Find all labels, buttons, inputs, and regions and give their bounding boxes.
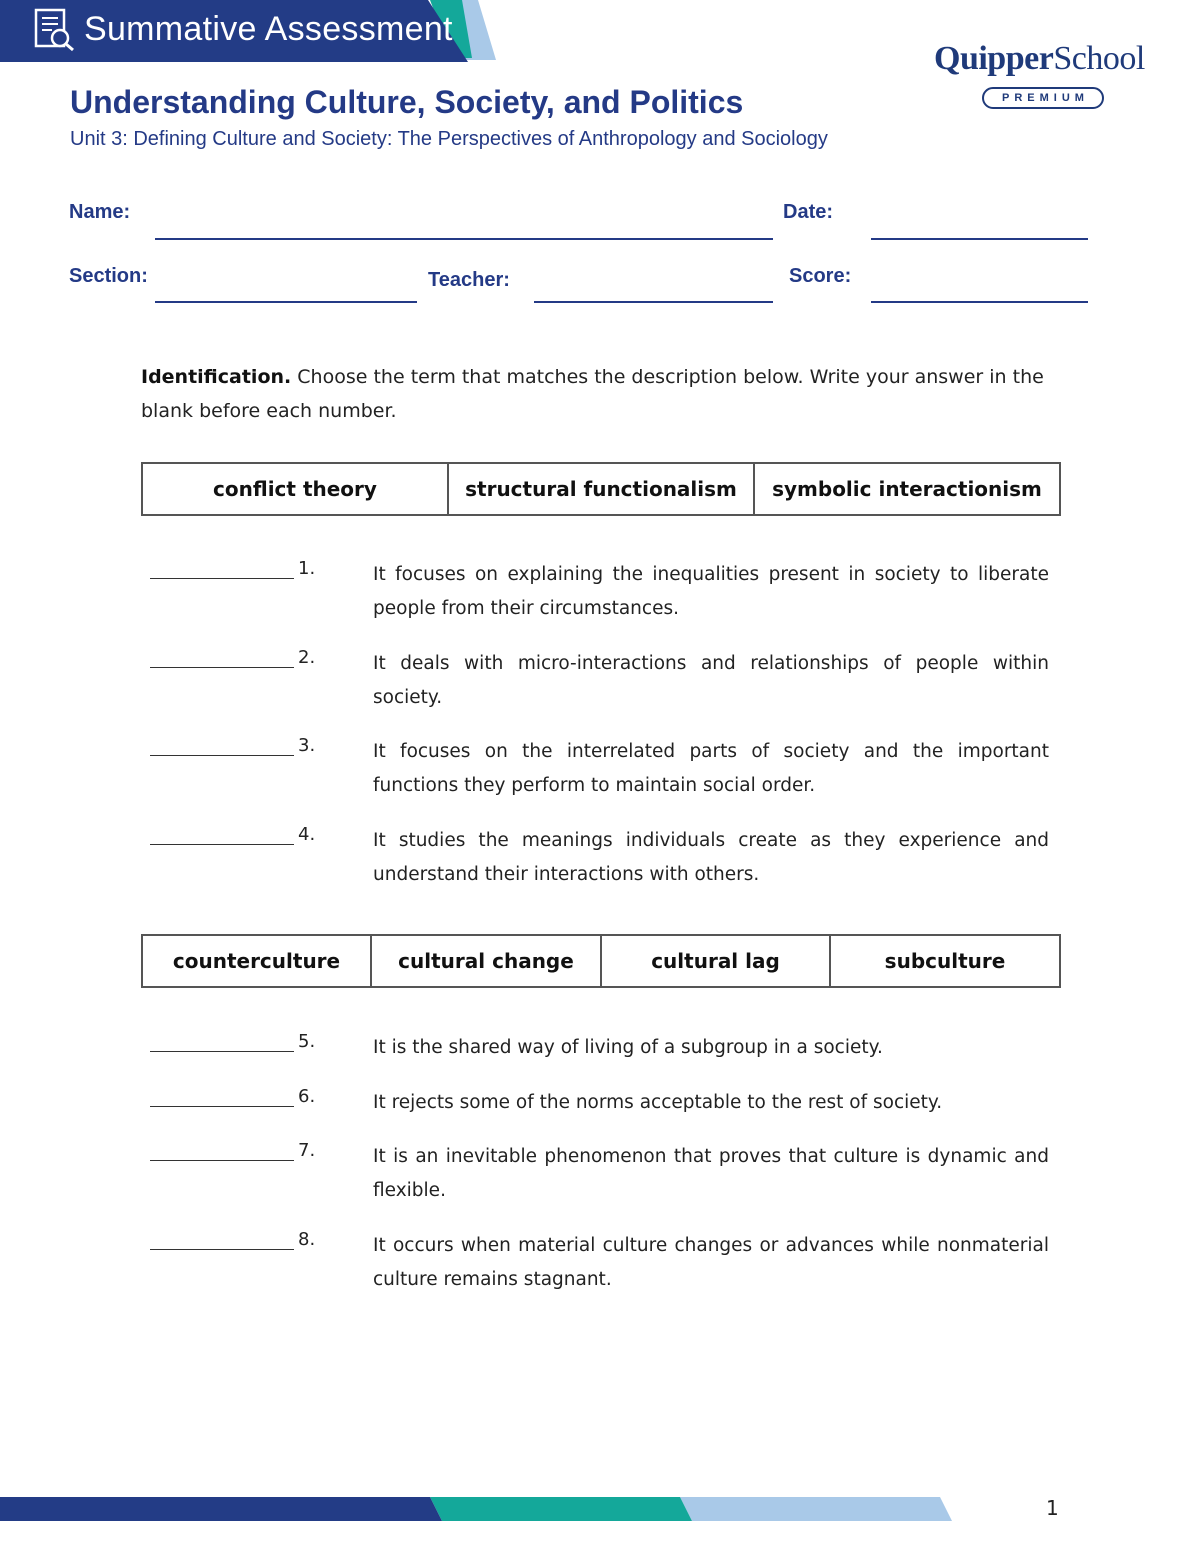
question-number: 6. — [298, 1086, 316, 1107]
name-field[interactable] — [155, 238, 773, 240]
question-text: It deals with micro-interactions and relationships of people within society. — [373, 653, 1049, 708]
answer-blank[interactable] — [150, 1106, 294, 1107]
term-cell: cultural change — [372, 936, 602, 986]
answer-blank[interactable] — [150, 755, 294, 756]
instructions-lead: Identification. — [141, 366, 292, 388]
section-field[interactable] — [155, 301, 417, 303]
footer-bar — [0, 1497, 960, 1521]
name-label: Name: — [69, 201, 131, 223]
term-cell: structural functionalism — [449, 464, 755, 514]
question-text: It rejects some of the norms acceptable to the rest of society. — [373, 1092, 943, 1113]
answer-blank[interactable] — [150, 578, 294, 579]
term-table-1 — [141, 462, 1061, 516]
banner-title: Summative Assessment — [84, 10, 453, 48]
question-text: It is the shared way of living of a subgroup in a society. — [373, 1037, 883, 1058]
premium-badge: PREMIUM — [982, 87, 1104, 109]
question-number: 8. — [298, 1229, 316, 1250]
answer-blank[interactable] — [150, 1051, 294, 1052]
question-number: 4. — [298, 824, 316, 845]
quipper-school-logo — [934, 40, 1164, 112]
answer-blank[interactable] — [150, 1160, 294, 1161]
term-table-2 — [141, 934, 1061, 988]
term-cell: conflict theory — [143, 464, 449, 514]
logo-wordmark — [934, 40, 1164, 78]
question-text: It focuses on the interrelated parts of society and the important functions they perform to maintain social order. — [373, 741, 1049, 796]
term-cell: cultural lag — [602, 936, 831, 986]
question-text: It focuses on explaining the inequalities present in society to liberate people from their circumstances. — [373, 564, 1049, 619]
question-number: 3. — [298, 735, 316, 756]
header-banner — [0, 0, 500, 62]
instructions — [141, 360, 1061, 428]
answer-blank[interactable] — [150, 1249, 294, 1250]
question-number: 5. — [298, 1031, 316, 1052]
teacher-label: Teacher: — [428, 269, 510, 291]
date-field[interactable] — [871, 238, 1088, 240]
question-text: It is an inevitable phenomenon that proves that culture is dynamic and flexible. — [373, 1146, 1049, 1201]
term-cell: counterculture — [143, 936, 372, 986]
document-search-icon — [34, 8, 76, 52]
question-text: It occurs when material culture changes or advances while nonmaterial culture remains stagnant. — [373, 1235, 1049, 1290]
answer-blank[interactable] — [150, 667, 294, 668]
question-number: 7. — [298, 1140, 316, 1161]
page-title: Understanding Culture, Society, and Politics — [70, 84, 744, 120]
page-number: 1 — [1046, 1496, 1059, 1520]
score-field[interactable] — [871, 301, 1088, 303]
term-cell: subculture — [884, 949, 1006, 973]
question-number: 1. — [298, 558, 316, 579]
page-subtitle: Unit 3: Defining Culture and Society: The Perspectives of Anthropology and Sociology — [70, 128, 828, 150]
score-label: Score: — [789, 265, 852, 287]
section-label: Section: — [69, 265, 148, 287]
logo-school: School — [1053, 40, 1145, 77]
teacher-field[interactable] — [534, 301, 773, 303]
instructions-text: Choose the term that matches the description below. Write your answer in the blank before each number. — [141, 366, 1044, 422]
logo-quipper: Quipper — [934, 40, 1054, 77]
date-label: Date: — [783, 201, 834, 223]
term-cell: symbolic interactionism — [772, 477, 1042, 501]
question-text: It studies the meanings individuals create as they experience and understand their interactions with others. — [373, 830, 1049, 885]
question-number: 2. — [298, 647, 316, 668]
answer-blank[interactable] — [150, 844, 294, 845]
